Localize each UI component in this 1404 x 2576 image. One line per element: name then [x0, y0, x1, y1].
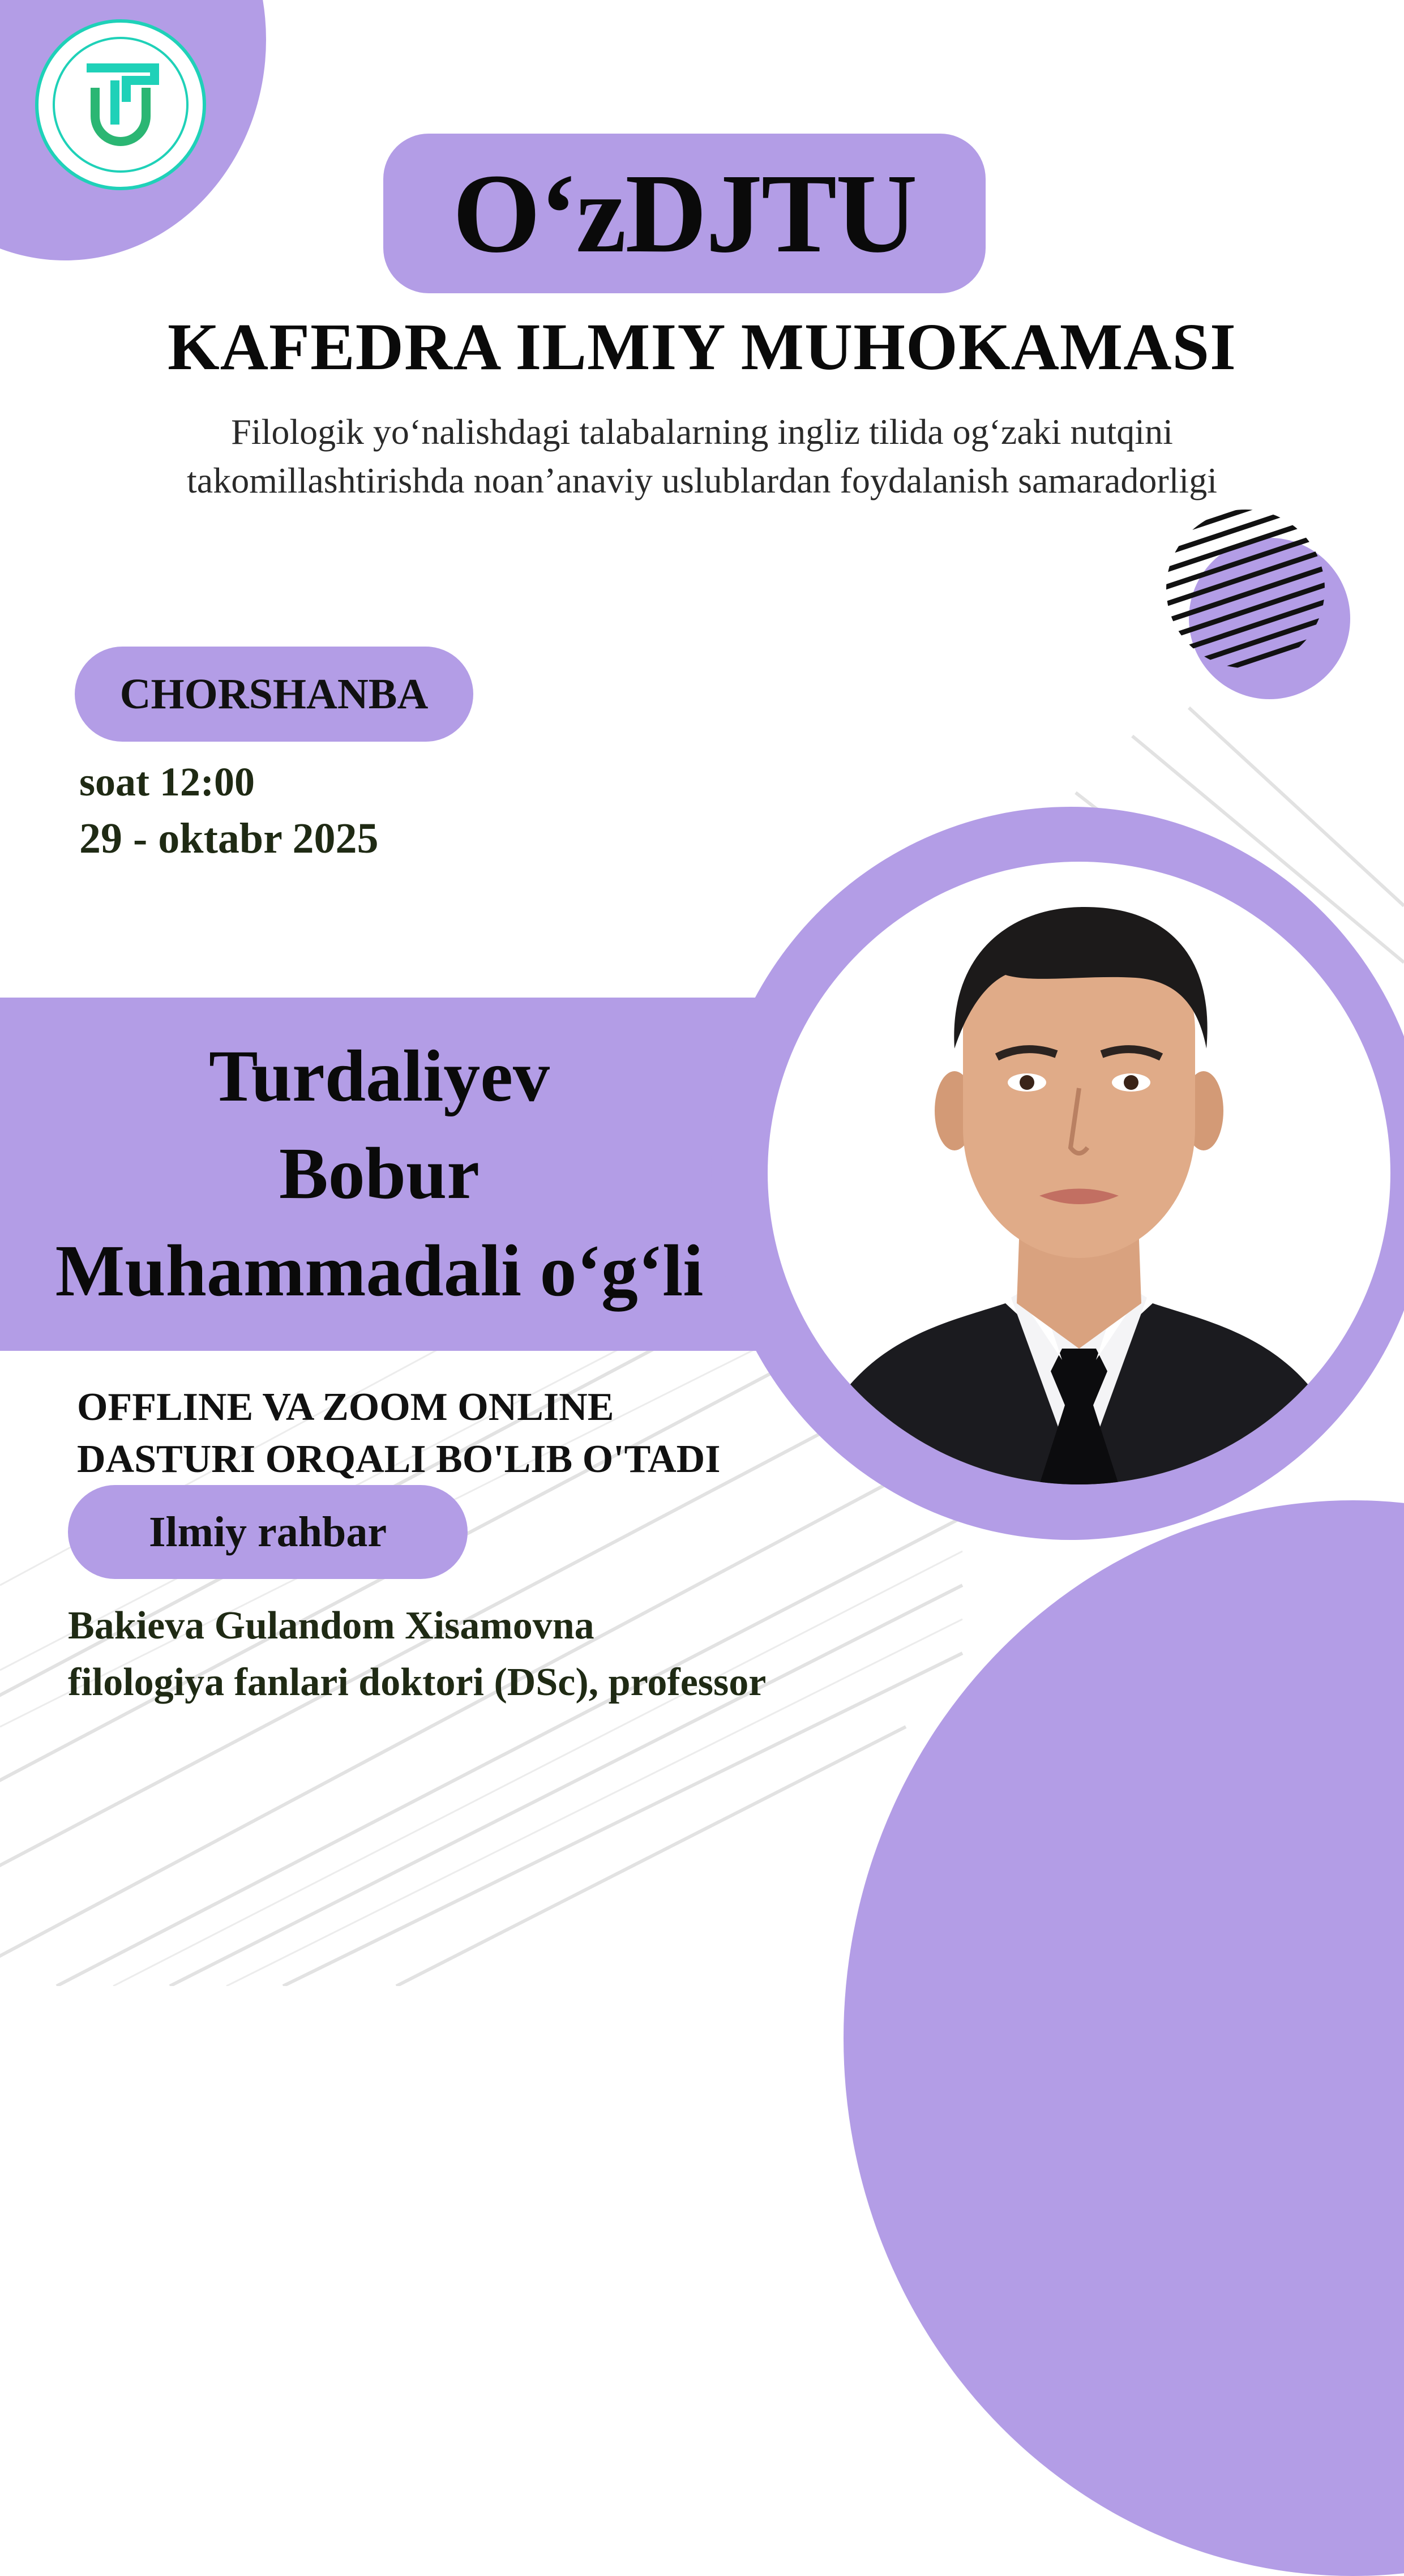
event-format-line-2: DASTURI ORQALI BO'LIB O'TADI	[77, 1437, 721, 1481]
speaker-name	[23, 1028, 736, 1320]
speaker-photo	[768, 862, 1390, 1484]
title-pill	[383, 134, 986, 293]
advisor-badge	[68, 1485, 468, 1579]
event-date: 29 - oktabr 2025	[79, 815, 379, 862]
speaker-surname: Turdaliyev	[208, 1035, 550, 1117]
page-heading: KAFEDRA ILMIY MUHOKAMASI	[168, 310, 1236, 384]
stripe-pattern-icon	[1161, 504, 1330, 674]
university-seal-icon	[33, 17, 208, 192]
event-format-line-1: OFFLINE VA ZOOM ONLINE	[77, 1385, 614, 1429]
speaker-patronymic: Muhammadali o‘g‘li	[55, 1230, 704, 1312]
event-time: soat 12:00	[79, 759, 255, 805]
day-label: CHORSHANBA	[119, 670, 429, 718]
speaker-first-name: Bobur	[279, 1133, 480, 1214]
topic-line-1: Filologik yo‘nalishdagi talabalarning ingliz tilida og‘zaki nutqini	[231, 412, 1173, 452]
event-format	[77, 1381, 720, 1486]
topic-line-2: takomillashtirishda noan’anaviy uslublardan foydalanish samaradorligi	[187, 460, 1217, 500]
university-title: O‘zDJTU	[452, 151, 917, 276]
day-badge	[75, 647, 473, 742]
speaker-portrait-icon	[768, 862, 1390, 1484]
advisor-name: Bakieva Gulandom Xisamovna	[68, 1604, 594, 1648]
advisor-label: Ilmiy rahbar	[148, 1508, 387, 1556]
advisor-title: filologiya fanlari doktori (DSc), professor	[68, 1661, 767, 1704]
topic-text	[102, 408, 1302, 505]
